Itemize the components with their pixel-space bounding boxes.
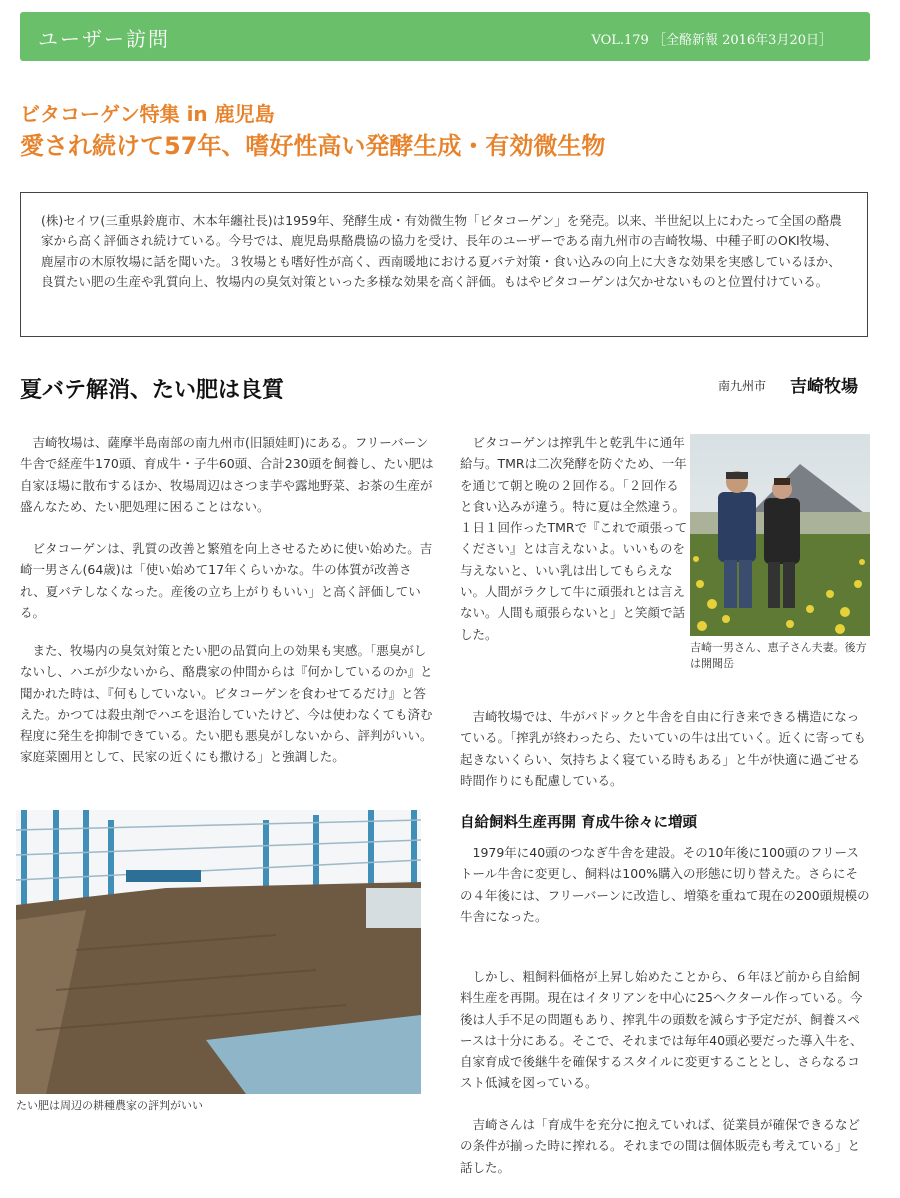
left-paragraph-2: ビタコーゲンは、乳質の改善と繁殖を向上させるために使い始めた。吉崎一男さん(64歳)は「使い始めて17年くらいかな。牛の体質が改善され、夏バテしなくなった。産後の立ち上がりもいい」と高く評価している。 (20, 541, 433, 620)
sub-paragraph-1: 1979年に40頭のつなぎ牛舎を建設。その10年後に100頭のフリーストール牛舎に変更し、飼料は100%購入の形態に切り替えた。さらにその４年後には、フリーバーンに改造し、増築を重ねて現在の200頭規模の牛舎になった。 (460, 845, 870, 924)
photo-caption-couple: 吉崎一男さん、恵子さん夫妻。後方は開聞岳 (690, 641, 867, 670)
photo-caption-compost: たい肥は周辺の耕種農家の評判がいい (16, 1099, 203, 1112)
left-paragraph-3: また、牧場内の臭気対策とたい肥の品質向上の効果も実感。「悪臭がしないし、ハエが少ないから、酪農家の仲間からは『何かしているのか』と聞かれた時は、『何もしていない。ビタコーゲンを食わせてるだけ』と答えた。かつては殺虫剤でハエを退治していたけど、今は使わなくても済む程度に発生を抑制できている。たい肥も悪臭がしないから、評判がいい。家庭菜園用として、民家の近くにも撒ける」と強調した。 (20, 643, 433, 765)
left-paragraph-1: 吉崎牧場は、薩摩半島南部の南九州市(旧頴娃町)にある。フリーバーン牛舎で経産牛170頭、育成牛・子牛60頭、合計230頭を飼養し、たい肥は自家ほ場に散布するほか、牧場周辺はさつま芋や露地野菜、お茶の生産が盛んなため、たい肥処理に困ることはない。 (20, 435, 434, 514)
article-kicker: ビタコーゲン特集 in 鹿児島 (20, 102, 275, 126)
article-headline: 愛され続けて57年、嗜好性高い発酵生成・有効微生物 (20, 132, 606, 160)
sub-paragraph-3: 吉崎さんは「育成牛を充分に抱えていれば、従業員が確保できるなどの条件が揃った時に搾れる。それまでの間は個体販売も考えている」と話した。 (460, 1117, 861, 1175)
compost-barn-photo (16, 810, 421, 1094)
issue-info: VOL.179 ［全酪新報 2016年3月20日］ (591, 33, 832, 48)
subheading: 自給飼料生産再開 育成牛徐々に増頭 (460, 815, 698, 831)
section-label: ユーザー訪問 (38, 27, 170, 51)
header-bar (20, 12, 870, 61)
lead-text: (株)セイワ(三重県鈴鹿市、木本年纏社長)は1959年、発酵生成・有効微生物「ビタコーゲン」を発売。以来、半世紀以上にわたって全国の酪農家から高く評価され続けている。今号では、鹿児島県酪農協の協力を受け、長年のユーザーである南九州市の吉崎牧場、中種子町のOKI牧場、鹿屋市の木原牧場に話を聞いた。３牧場とも嗜好性が高く、西南暖地における夏バテ対策・食い込みの向上に大きな効果を実感しているほか、良質たい肥の生産や乳質向上、牧場内の臭気対策といった多様な効果を高く評価。もはやビタコーゲンは欠かせないものと位置付けている。 (41, 213, 842, 289)
lead-box (20, 192, 868, 337)
sub-paragraph-2: しかし、粗飼料価格が上昇し始めたことから、６年ほど前から自給飼料生産を再開。現在はイタリアンを中心に25ヘクタール作っている。今後は人手不足の問題もあり、搾乳牛の頭数を減らす予定だが、飼養スペースは十分にある。そこで、それまでは毎年40頭必要だった導入牛を、自家育成で後継牛を確保するスタイルに変更することとし、さらなるコスト低減を図っている。 (460, 969, 863, 1091)
section-title: 夏バテ解消、たい肥は良質 (20, 378, 285, 403)
right-paragraph: 吉崎牧場では、牛がパドックと牛舎を自由に行き来できる構造になっている。「搾乳が終わったら、たいていの牛は出ていく。近くに寄っても起きないくらい、気持ちよく寝ている時もある」と牛が快適に過ごせる時間作りにも配慮している。 (460, 709, 866, 788)
farm-city: 南九州市 (718, 379, 767, 393)
farm-name: 吉崎牧場 (790, 377, 858, 397)
farmer-couple-photo (690, 434, 870, 636)
mid-paragraph: ビタコーゲンは搾乳牛と乾乳牛に通年給与。TMRは二次発酵を防ぐため、一年を通じて朝と晩の２回作る。「２回作ると食い込みが違う。特に夏は全然違う。１日１回作ったTMRで『これで頑張ってください』とは言えないよ。いいものを与えないと、いい乳は出してもらえない。人間がラクして牛に頑張れとは言えない。人間も頑張らないと」と笑顔で話した。 (460, 435, 688, 642)
